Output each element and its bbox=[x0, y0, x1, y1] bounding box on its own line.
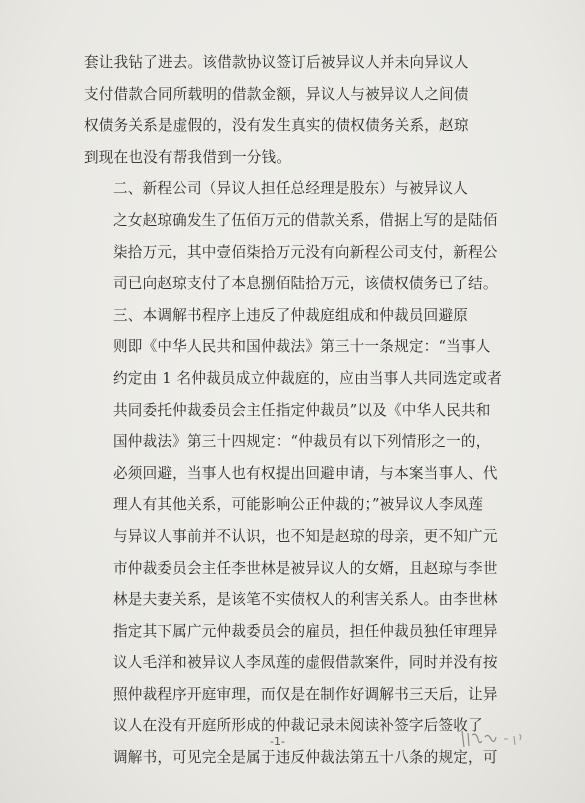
text-line: 二、新程公司（异议人担任总经理是股东）与被异议人 bbox=[113, 180, 469, 198]
text-line: 必须回避，当事人也有权提出回避申请，与本案当事人、代 bbox=[113, 464, 498, 482]
text-line: 议人在没有开庭所形成的仲裁记录未阅读补签字后签收了 bbox=[113, 717, 483, 735]
page-number: -1- bbox=[270, 735, 285, 748]
document-body bbox=[84, 47, 503, 774]
paragraph bbox=[84, 47, 488, 173]
text-line: 支付借款合同所载明的借款金额，异议人与被异议人之间债 bbox=[84, 85, 469, 103]
paragraph bbox=[84, 300, 503, 774]
text-line: 套让我钻了进去。该借款协议签订后被异议人并未向异议人 bbox=[84, 54, 469, 71]
text-line: 司已向赵琼支付了本息捌佰陆拾万元，该债权债务已了结。 bbox=[113, 275, 498, 293]
text-line: 理人有其他关系，可能影响公正仲裁的；”被异议人李凤莲 bbox=[113, 496, 484, 514]
text-line: 照仲裁程序开庭审理，而仅是在制作好调解书三天后，让异 bbox=[113, 685, 498, 703]
text-line: 议人毛洋和被异议人李凤莲的虚假借款案件，同时并没有按 bbox=[113, 654, 498, 672]
text-line: 约定由 1 名仲裁员成立仲裁庭的，应由当事人共同选定或者 bbox=[113, 369, 503, 387]
text-line: 市仲裁委员会主任李世林是被异议人的女婿，且赵琼与李世 bbox=[113, 559, 498, 577]
text-line: 林是夫妻关系，是该笔不实债权人的利害关系人。由李世林 bbox=[113, 591, 498, 609]
text-line: 三、本调解书程序上违反了仲裁庭组成和仲裁员回避原 bbox=[113, 306, 469, 324]
text-line: 则即《中华人民共和国仲裁法》第三十一条规定：“当事人 bbox=[113, 338, 491, 356]
text-line: 权债务关系是虚假的，没有发生真实的债权债务关系，赵琼 bbox=[84, 117, 469, 135]
text-line: 之女赵琼确发生了伍佰万元的借款关系，借据上写的是陆佰 bbox=[113, 211, 498, 229]
paragraph bbox=[84, 173, 498, 299]
handwritten-mark bbox=[458, 727, 528, 751]
text-line: 到现在也没有帮我借到一分钱。 bbox=[84, 148, 292, 166]
text-line: 国仲裁法》第三十四规定：“仲裁员有以下列情形之一的， bbox=[113, 433, 491, 451]
text-line: 共同委托仲裁委员会主任指定仲裁员”以及《中华人民共和 bbox=[113, 401, 491, 419]
text-line: 指定其下属广元仲裁委员会的雇员，担任仲裁员独任审理异 bbox=[113, 622, 498, 640]
text-line: 调解书，可见完全是属于违反仲裁法第五十八条的规定，可 bbox=[113, 749, 498, 767]
text-line: 与异议人事前并不认识，也不知是赵琼的母亲，更不知广元 bbox=[113, 527, 498, 545]
text-line: 柒拾万元，其中壹佰柒拾万元没有向新程公司支付，新程公 bbox=[113, 243, 498, 261]
